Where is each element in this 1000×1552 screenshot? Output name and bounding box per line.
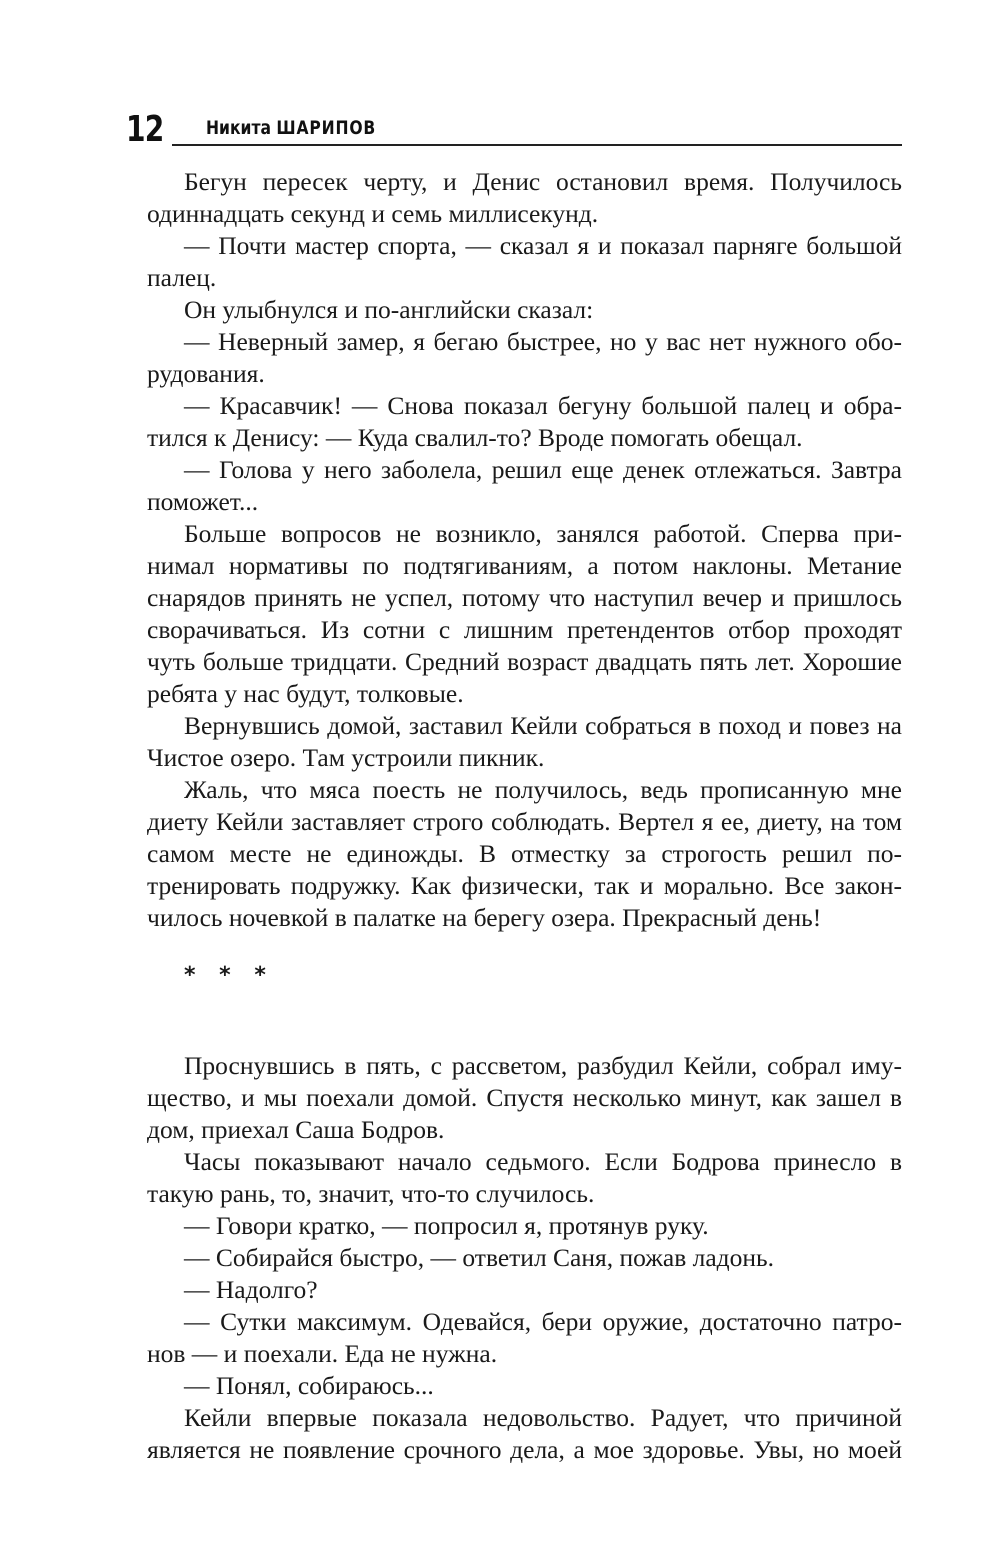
running-header xyxy=(126,106,902,154)
header-rule xyxy=(172,144,902,146)
paragraph: Проснувшись в пять, с рассветом, разбудил Кейли, собрал имущество, и мы поехали домой. Спустя несколько минут, как зашел в дом, приехал Саша Бодров. xyxy=(147,1051,902,1144)
author-last-name: ШАРИПОВ xyxy=(276,117,377,139)
paragraph: Бегун пересек черту, и Денис остановил время. Получилось одиннадцать секунд и семь миллисекунд. xyxy=(147,167,902,228)
paragraph: — Понял, собираюсь... xyxy=(184,1371,434,1400)
paragraph: Кейли впервые показала недовольство. Радует, что причиной является не появление срочного дела, а мое здоровье. Увы, но моей xyxy=(147,1403,902,1464)
paragraph: — Надолго? xyxy=(184,1275,318,1304)
paragraph: — Почти мастер спорта, — сказал я и показал парняге большой палец. xyxy=(147,231,902,292)
paragraph: — Говори кратко, — попросил я, протянув руку. xyxy=(184,1211,709,1240)
paragraph: Он улыбнулся и по-английски сказал: xyxy=(184,295,594,324)
section-break xyxy=(147,934,902,1050)
paragraph: Больше вопросов не возникло, занялся работой. Сперва принимал нормативы по подтягиваниям, а потом наклоны. Метание снарядов принять не успел, потому что наступил вечер и пришлось сворачиваться. Из сотни с лишним претендентов отбор проходят чуть больше тридцати. Средний возраст двадцать пять лет. Хорошие ребята у нас будут, толковые. xyxy=(147,519,902,708)
author-first-name: Никита xyxy=(206,117,271,139)
section-break-stars: * * * xyxy=(184,963,274,988)
paragraph: — Неверный замер, я бегаю быстрее, но у вас нет нужного оборудования. xyxy=(147,327,902,388)
page-number: 12 xyxy=(126,109,164,150)
body-text xyxy=(147,166,902,1466)
paragraph: — Сутки максимум. Одевайся, бери оружие, достаточно патронов — и поехали. Еда не нужна. xyxy=(147,1307,902,1368)
author-name xyxy=(206,116,376,140)
paragraph: — Красавчик! — Снова показал бегуну большой палец и обратился к Денису: — Куда свалил-то? Вроде помогать обещал. xyxy=(147,391,902,452)
paragraph: — Собирайся быстро, — ответил Саня, пожав ладонь. xyxy=(184,1243,775,1272)
paragraph: Вернувшись домой, заставил Кейли собраться в поход и повез на Чистое озеро. Там устроили пикник. xyxy=(147,711,902,772)
paragraph: — Голова у него заболела, решил еще денек отлежаться. Завтра поможет... xyxy=(147,455,902,516)
paragraph: Часы показывают начало седьмого. Если Бодрова принесло в такую рань, то, значит, что-то случилось. xyxy=(147,1147,902,1208)
paragraph: Жаль, что мяса поесть не получилось, ведь прописанную мне диету Кейли заставляет строго соблюдать. Вертел я ее, диету, на том самом месте не единожды. В отместку за строгость решил потренировать подружку. Как физически, так и морально. Все закончилось ночевкой в палатке на берегу озера. Прекрасный день! xyxy=(147,775,902,932)
